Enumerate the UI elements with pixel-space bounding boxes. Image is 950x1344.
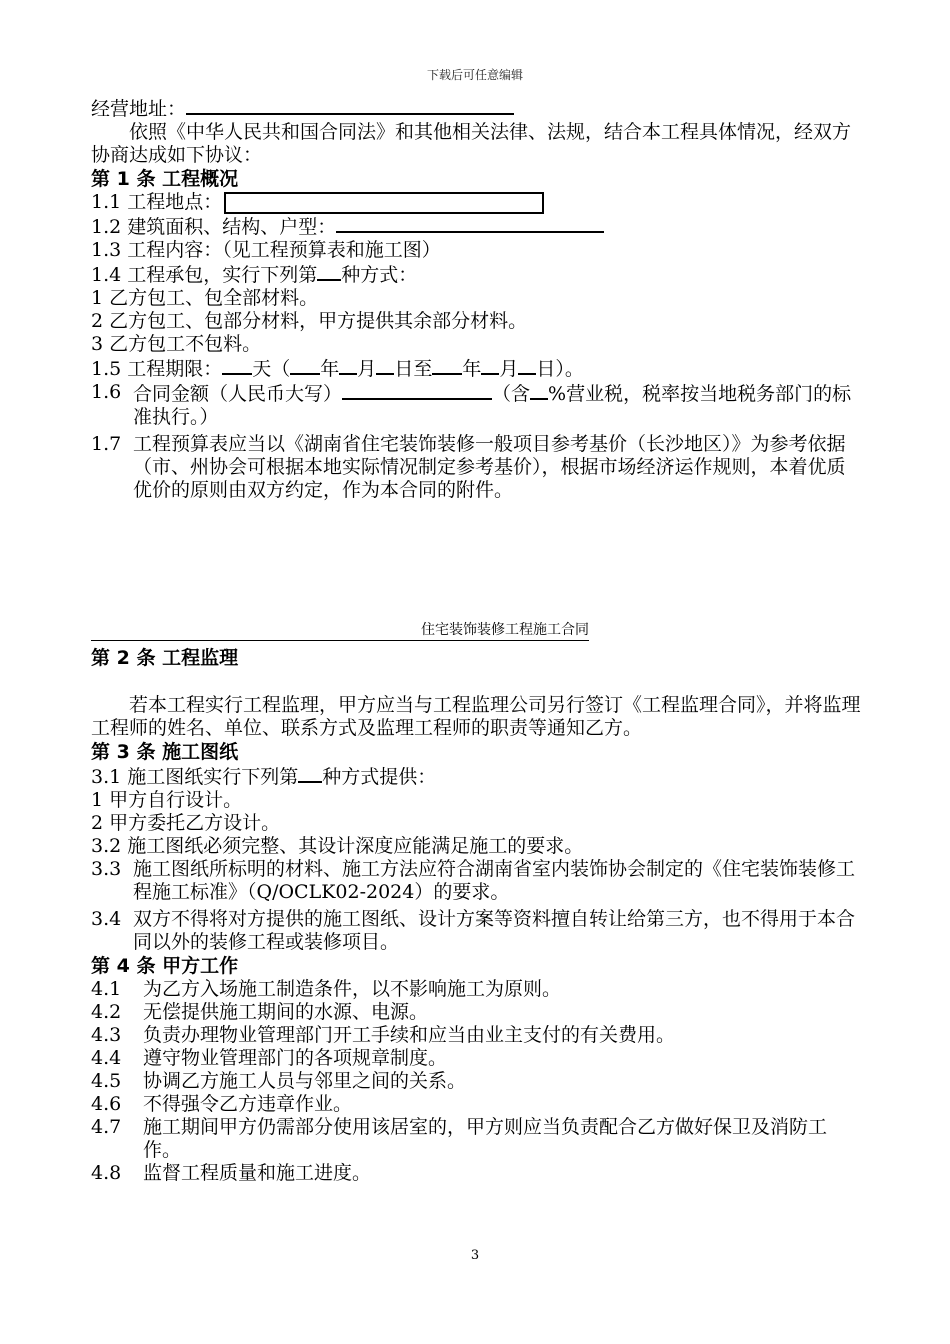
start-day-blank[interactable] [376,356,394,375]
item-3-1: 3.1 施工图纸实行下列第 种方式提供： [91,766,437,788]
item-3-2: 3.2 施工图纸必须完整、其设计深度应能满足施工的要求。 [91,835,584,857]
address-blank[interactable] [186,96,514,115]
section-top [91,96,861,502]
item-3-3: 3.3 施工图纸所标明的材料、施工方法应符合湖南省室内装饰协会制定的《住宅装饰装修工程施工标准》（Q/OCLK02-2024）的要求。 [91,858,856,903]
list-item: 4.7 施工期间甲方仍需部分使用该居室的，甲方则应当负责配合乙方做好保卫及消防工作。 [91,1116,828,1161]
running-footer: 住宅装饰装修工程施工合同 [91,622,589,641]
article-2-title: 第 2 条 工程监理 [91,647,239,669]
list-item: 4.2 无偿提供施工期间的水源、电源。 [91,1001,429,1023]
start-year-blank[interactable] [290,356,320,375]
list-item: 4.4 遵守物业管理部门的各项规章制度。 [91,1047,448,1069]
option-1: 1 乙方包工、包全部材料。 [91,287,319,309]
article-1-title: 第 1 条 工程概况 [91,168,239,190]
section-bottom [91,646,861,1185]
option-3-1-1: 1 甲方自行设计。 [91,789,243,811]
item-1-4: 1.4 工程承包，实行下列第 种方式： [91,264,418,286]
article-4-list [91,978,861,1185]
end-year-blank[interactable] [432,356,462,375]
end-month-blank[interactable] [481,356,499,375]
item-1-6: 1.6 合同金额（人民币大写） （含 %营业税，税率按当地税务部门的标准执行。） [91,381,852,428]
drawing-method-blank[interactable] [298,764,322,783]
article-4-title: 第 4 条 甲方工作 [91,955,239,977]
article-3-title: 第 3 条 施工图纸 [91,741,239,763]
page-header: 下载后可任意编辑 [426,68,523,82]
article-2-body: 若本工程实行工程监理，甲方应当与工程监理公司另行签订《工程监理合同》，并将监理工程师的姓名、单位、联系方式及监理工程师的职责等通知乙方。 [91,694,861,739]
item-1-2: 1.2 建筑面积、结构、户型： [91,214,861,239]
list-item: 4.6 不得强令乙方违章作业。 [91,1093,353,1115]
amount-blank[interactable] [342,381,492,400]
item-3-4: 3.4 双方不得将对方提供的施工图纸、设计方案等资料擅自转让给第三方，也不得用于本合同以外的装修工程或装修项目。 [91,908,856,953]
location-field[interactable] [224,192,544,214]
page-number: 3 [470,1248,480,1263]
tax-blank[interactable] [530,381,548,400]
method-blank[interactable] [317,262,341,281]
list-item: 4.1 为乙方入场施工制造条件，以不影响施工为原则。 [91,978,562,1000]
list-item: 4.3 负责办理物业管理部门开工手续和应当由业主支付的有关费用。 [91,1024,676,1046]
area-blank[interactable] [336,214,604,233]
end-day-blank[interactable] [518,356,536,375]
item-1-1: 1.1 工程地点： [91,191,861,214]
option-2: 2 乙方包工、包部分材料，甲方提供其余部分材料。 [91,310,528,332]
intro-paragraph: 依照《中华人民共和国合同法》和其他相关法律、法规，结合本工程具体情况，经双方协商达成如下协议： [91,121,852,166]
list-item: 4.5 协调乙方施工人员与邻里之间的关系。 [91,1070,467,1092]
address-line: 经营地址： [91,96,861,121]
item-1-7: 1.7 工程预算表应当以《湖南省住宅装饰装修一般项目参考基价（长沙地区）》为参考依据（市、州协会可根据本地实际情况制定参考基价），根据市场经济运作规则，本着优质优价的原则由双方约定，作为本合同的附件。 [91,433,846,501]
item-1-3: 1.3 工程内容：（见工程预算表和施工图） [91,239,441,261]
list-item: 4.8 监督工程质量和施工进度。 [91,1162,372,1184]
start-month-blank[interactable] [339,356,357,375]
option-3-1-2: 2 甲方委托乙方设计。 [91,812,281,834]
option-3: 3 乙方包工不包料。 [91,333,262,355]
item-1-5: 1.5 工程期限： 天（ 年 月 日至 年 月 日）。 [91,358,584,380]
days-blank[interactable] [222,356,252,375]
